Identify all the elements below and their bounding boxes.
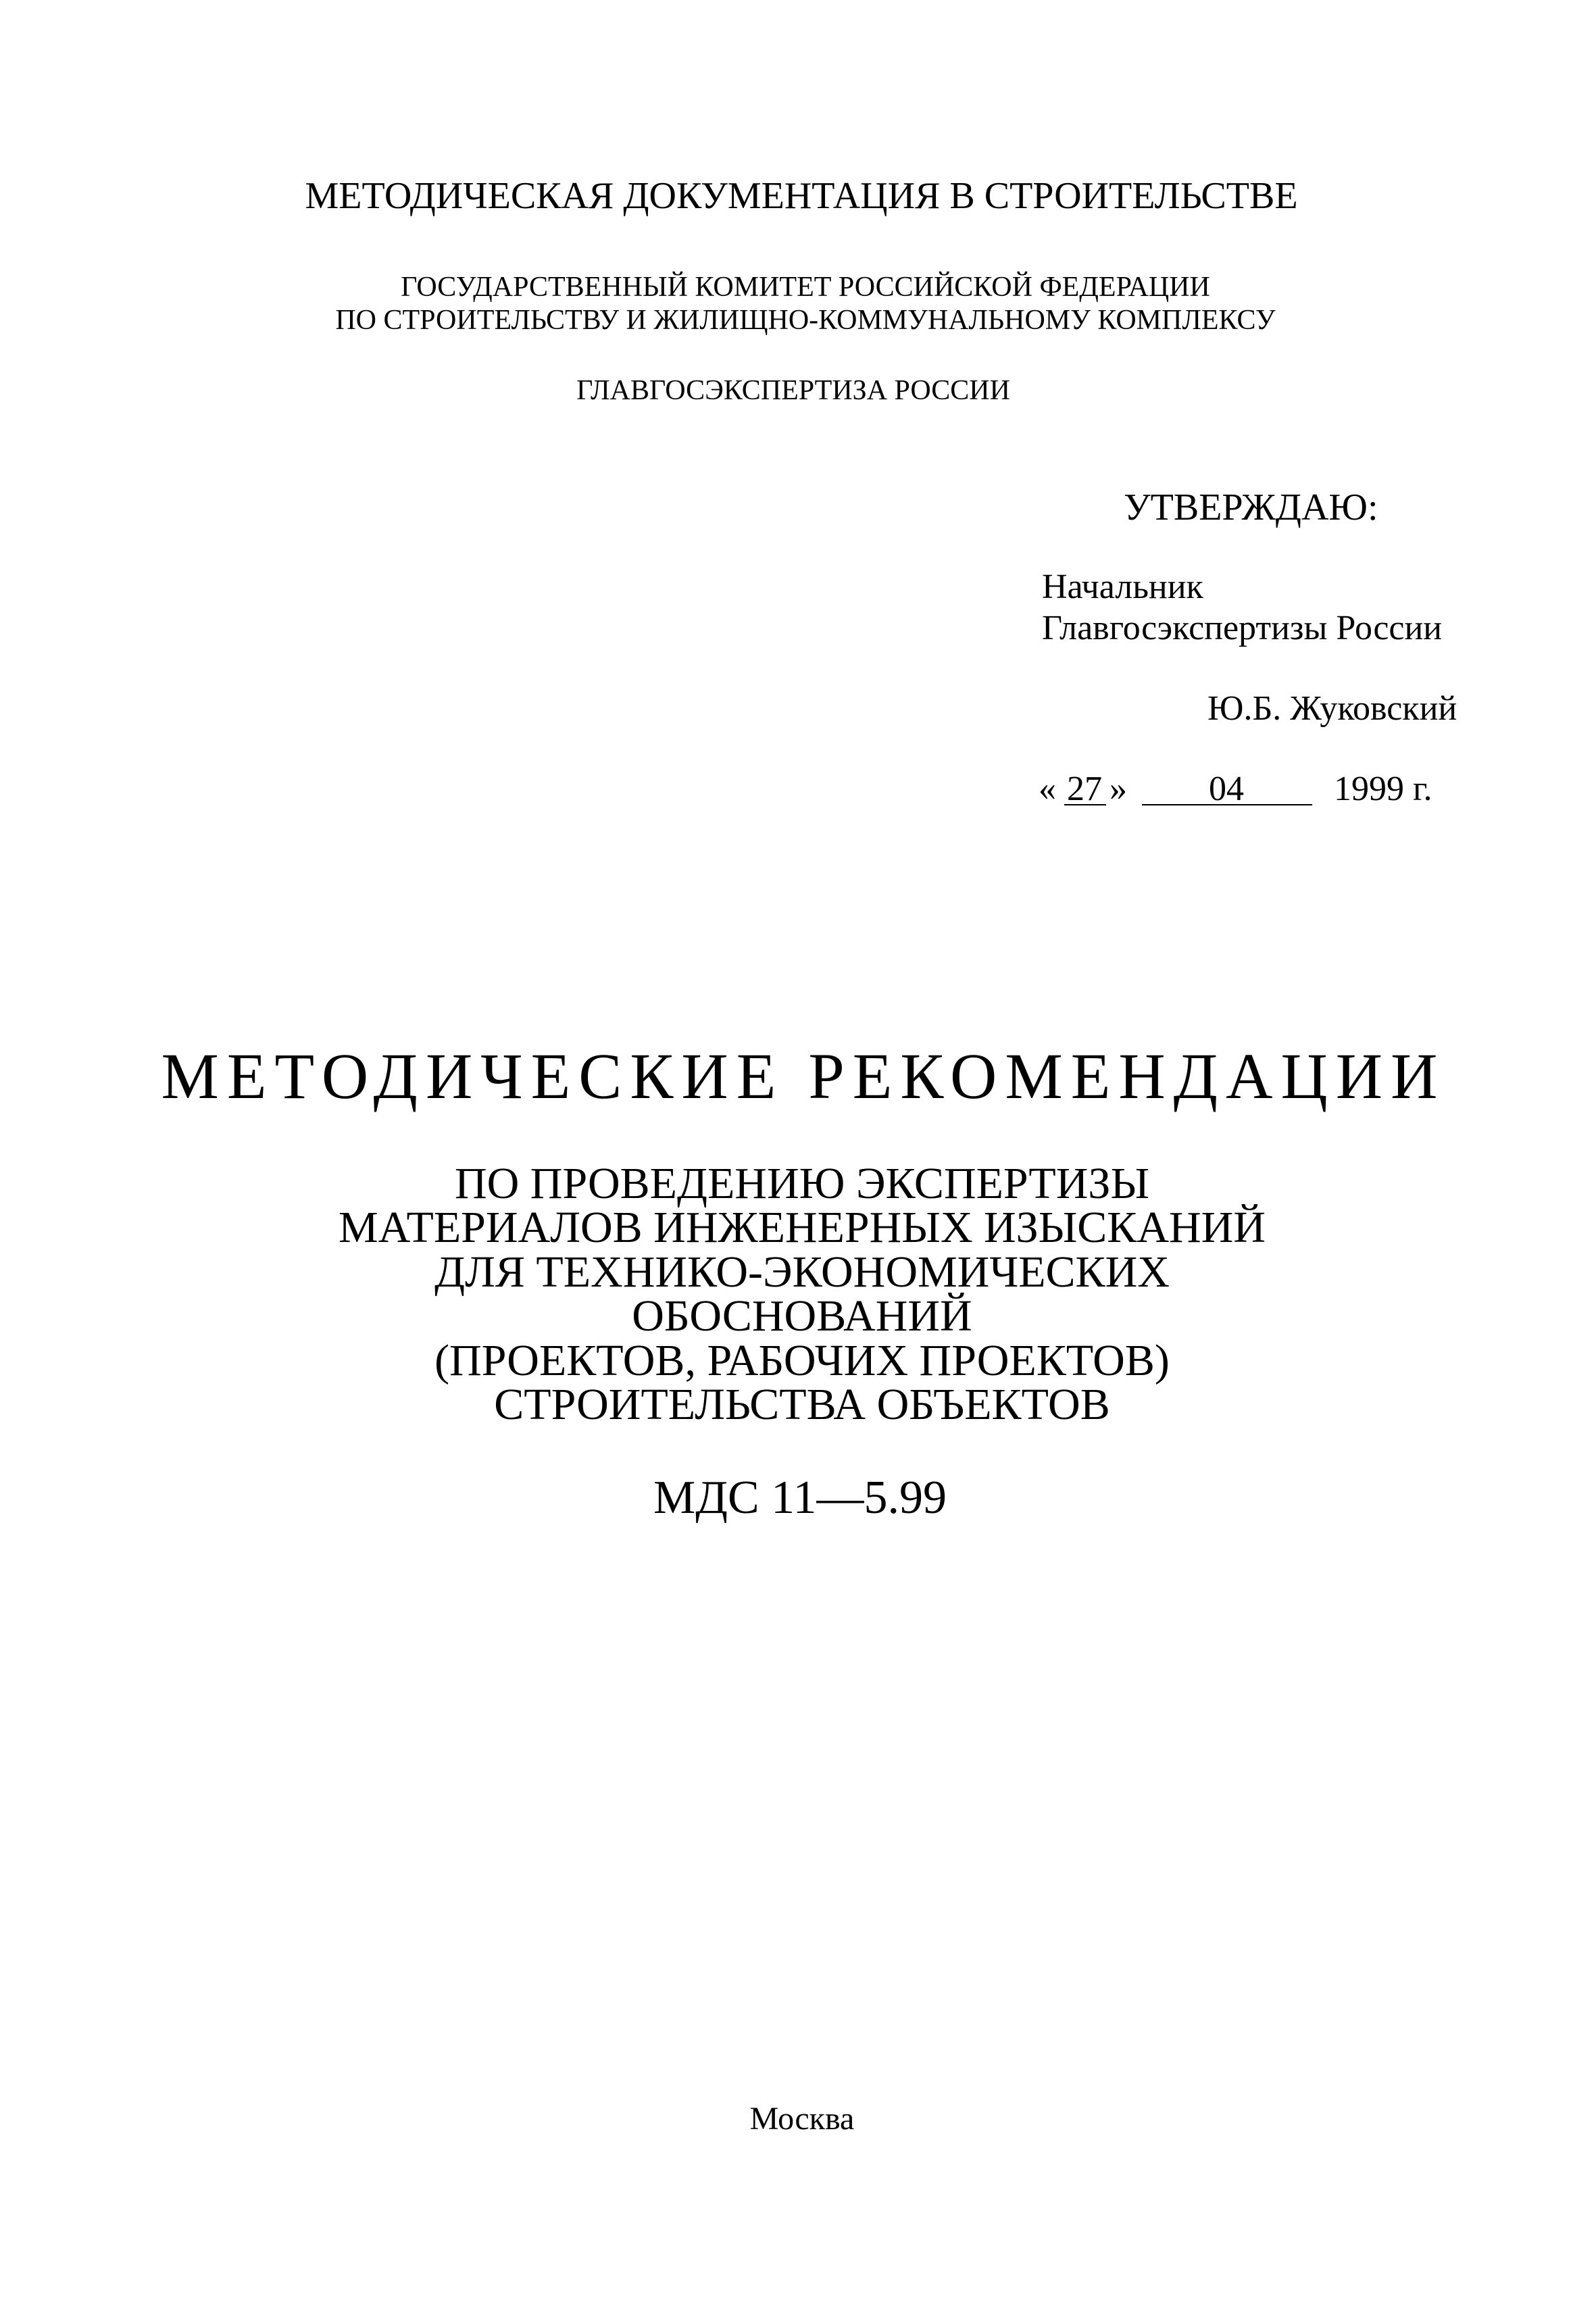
approval-title: УТВЕРЖДАЮ:	[1124, 487, 1378, 528]
date-day-underline	[1064, 804, 1106, 805]
document-code: МДС 11—5.99	[653, 1472, 947, 1524]
date-month-underline	[1142, 804, 1312, 805]
date-day: 27	[1067, 770, 1102, 808]
date-close-quote: »	[1109, 770, 1127, 808]
agency-name: ГЛАВГОСЭКСПЕРТИЗА РОССИИ	[576, 375, 1010, 406]
approver-position-line-1: Начальник	[1042, 568, 1203, 606]
document-subtitle-line: ДЛЯ ТЕХНИКО-ЭКОНОМИЧЕСКИХ	[434, 1247, 1170, 1297]
publication-city: Москва	[749, 2101, 855, 2137]
date-month: 04	[1209, 770, 1244, 808]
series-heading: МЕТОДИЧЕСКАЯ ДОКУМЕНТАЦИЯ В СТРОИТЕЛЬСТВЕ	[305, 175, 1298, 217]
approver-name: Ю.Б. Жуковский	[1207, 689, 1457, 728]
document-subtitle-line: СТРОИТЕЛЬСТВА ОБЪЕКТОВ	[494, 1380, 1110, 1429]
document-subtitle-line: (ПРОЕКТОВ, РАБОЧИХ ПРОЕКТОВ)	[434, 1336, 1170, 1385]
document-title: МЕТОДИЧЕСКИЕ РЕКОМЕНДАЦИИ	[161, 1040, 1446, 1112]
committee-name-line-1: ГОСУДАРСТВЕННЫЙ КОМИТЕТ РОССИЙСКОЙ ФЕДЕРАЦИИ	[401, 272, 1210, 303]
document-subtitle-line: ОБОСНОВАНИЙ	[632, 1291, 972, 1341]
committee-name-line-2: ПО СТРОИТЕЛЬСТВУ И ЖИЛИЩНО-КОММУНАЛЬНОМУ КОМПЛЕКСУ	[335, 305, 1276, 336]
date-open-quote: «	[1039, 770, 1056, 808]
approver-position-line-2: Главгосэкспертизы России	[1042, 609, 1443, 647]
date-year: 1999 г.	[1334, 770, 1432, 808]
document-subtitle-line: МАТЕРИАЛОВ ИНЖЕНЕРНЫХ ИЗЫСКАНИЙ	[339, 1203, 1266, 1252]
document-subtitle-line: ПО ПРОВЕДЕНИЮ ЭКСПЕРТИЗЫ	[454, 1159, 1150, 1208]
